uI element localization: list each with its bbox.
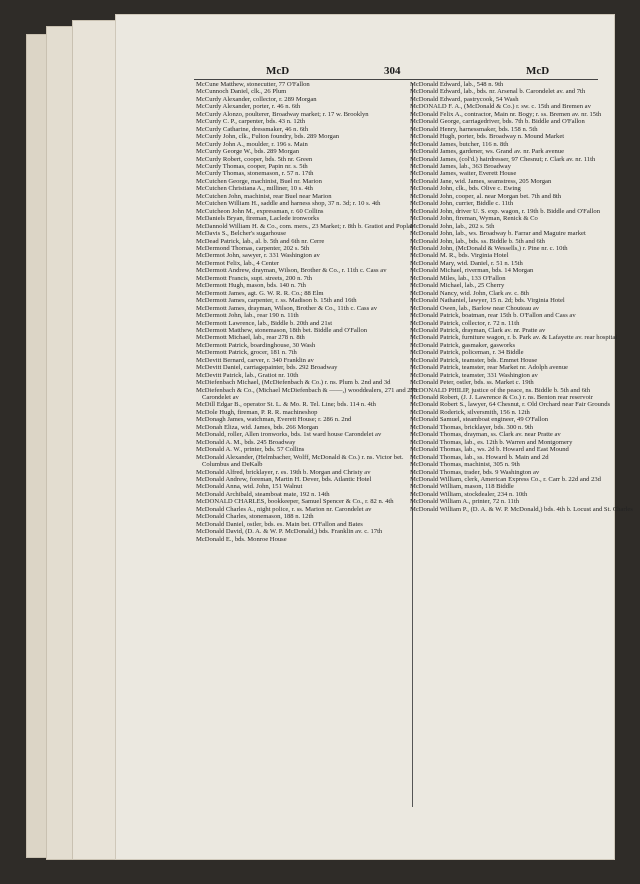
- directory-entry: McCurdy Thomas, cooper, Papin nr. s. 5th: [196, 162, 308, 170]
- directory-entry: McDonald Thomas, machinist, 305 n. 9th: [410, 461, 520, 469]
- directory-entry: McDiefenbach Michael, (McDiefenbach & Co.) r. ns. Plum b. 2nd and 3d: [196, 379, 391, 387]
- directory-entry: McDonald Roderick, silversmith, 156 n. 12th: [410, 408, 530, 416]
- directory-entry: McCurdy John, clk., Fulton foundry, bds. 289 Morgan: [196, 133, 340, 141]
- directory-entry: McCurdy Thomas, stonemason, r. 57 n. 17th: [196, 170, 314, 178]
- directory-entry: McDonald A. M., bds. 245 Broadway: [196, 438, 296, 446]
- directory-entry: McCurdy Alonzo, poulterer, Broadway market; r. 17 w. Brooklyn: [196, 110, 369, 118]
- directory-entry: McDill Edgar B., operator St. L. & Mo. R. Tel. Line; bds. 114 n. 4th: [196, 401, 376, 409]
- directory-entry: McDonald Michael, riverman, bds. 14 Morgan: [410, 267, 534, 275]
- directory-entry: McDonald John, (McDonald & Wessells,) r. Pine nr. c. 10th: [410, 244, 568, 252]
- directory-entry: McCutcheon John M., expressman, r. 60 Collins: [196, 207, 324, 215]
- directory-entry: McDermond Thomas, carpenter, 202 s. 5th: [196, 244, 310, 252]
- directory-entry: McDonald Thomas, lab., es. 12th b. Warren and Montgomery: [410, 438, 573, 446]
- directory-entry: McCurdy Alexander, collector, r. 289 Morgan: [196, 95, 317, 103]
- directory-entry: McDonald David, (D. A. & W. P. McDonald,) bds. Franklin av. c. 17th: [196, 528, 383, 536]
- directory-entry: McDonald William P., (D. A. & W. P. McDonald,) bds. 4th b. Locust and St. Charles: [410, 505, 633, 513]
- directory-entry: McCurdy C. P., carpenter, bds. 43 n. 12th: [196, 118, 306, 126]
- directory-entry: McDonald M. R., bds. Virginia Hotel: [410, 252, 509, 260]
- directory-entry: McCurdy George W., bds. 289 Morgan: [196, 148, 300, 156]
- directory-entry: McDonald Edward, lab., 548 n. 9th: [410, 81, 504, 88]
- directory-entry: McDonald Robert S., lawyer, 64 Chesnut, r. Old Orchard near Fair Grounds: [410, 401, 611, 409]
- right-column: [410, 81, 640, 823]
- directory-entry: McDonah Eliza, wid. James, bds. 266 Morgan: [196, 423, 319, 431]
- directory-entry: McDonald Thomas, drayman, ss. Clark av. near Pratte av: [410, 431, 561, 439]
- directory-entry: McDonald Felix A., contractor, Main nr. Bogy; r. ss. Bremen av. nr. 15th: [410, 110, 602, 118]
- directory-entry: McDonald Patrick, teamster, bds. Emmet House: [410, 356, 538, 364]
- directory-entry: McDonald Daniel, ostler, bds. es. Main bet. O'Fallon and Bates: [196, 520, 363, 528]
- directory-page: [115, 14, 633, 860]
- directory-entry: McDonald Henry, harnessmaker, bds. 158 n. 5th: [410, 125, 538, 133]
- directory-entry: McDonald Patrick, teamster, rear Market nr. Adolph avenue: [410, 364, 568, 372]
- directory-entry: McDevitt Bernard, carver, r. 340 Franklin av: [196, 356, 314, 364]
- directory-entry: McDonald Patrick, drayman, Clark av. nr. Pratte av: [410, 326, 546, 334]
- directory-entry: McDermot Felix, lab., 4 Center: [196, 259, 279, 267]
- directory-entry: McDermott Francis, supt. streets, 200 n. 7th: [196, 274, 313, 282]
- directory-entry: McDonald Nathaniel, lawyer, 15 n. 2d; bds. Virginia Hotel: [410, 297, 565, 305]
- directory-entry: McDonald Patrick, gasmaker, gasworks: [410, 341, 516, 349]
- directory-entry: McDonald William, clerk, American Express Co., r. Carr b. 22d and 23d: [410, 476, 601, 484]
- directory-entry: McDermott James, agt. G. W. R. R. Co.; 88 Elm: [196, 289, 324, 297]
- directory-entry: McDonald Patrick, teamster, 331 Washington av: [410, 371, 538, 379]
- directory-entry: McDonald James, butcher, 116 n. 8th: [410, 140, 509, 148]
- directory-entry: McDonald A. W., printer, bds. 57 Collins: [196, 446, 305, 454]
- directory-entry: McDonald Mary, wid. Daniel, r. 51 n. 15th: [410, 259, 523, 267]
- directory-entry: McDermott Lawrence, lab., Biddle b. 20th and 21st: [196, 319, 333, 327]
- directory-entry: McDONALD CHARLES, bookkeeper, Samuel Spencer & Co., r. 82 n. 4th: [196, 498, 394, 506]
- header-left-running-head: McD: [266, 65, 290, 77]
- directory-entry: McCunnoch Daniel, clk., 26 Plum: [196, 88, 287, 96]
- directory-entry: McDonald Edward, lab., bds. nr. Arsenal b. Carondelet av. and 7th: [410, 88, 586, 96]
- directory-entry: McCurdy Alexander, porter, r. 46 n. 6th: [196, 103, 301, 111]
- directory-entry: McDonald John, driver U. S. exp. wagon, r. 19th b. Biddle and O'Fallon: [410, 207, 601, 215]
- directory-entry: McDonald James, (col'd.) hairdresser, 97 Chesnut; r. Clark av. nr. 11th: [410, 155, 596, 163]
- directory-entry: McDannold William H. & Co., com. mers., 23 Market; r. 8th b. Gratiot and Poplar: [196, 222, 414, 230]
- directory-entry: McCutchen George, machinist, Buel nr. Marion: [196, 177, 322, 185]
- directory-entry: McCurdy John A., moulder, r. 196 s. Main: [196, 140, 308, 148]
- directory-entry: McDonald William, stockdealer, 234 n. 10th: [410, 490, 528, 498]
- directory-entry: McCurdy Robert, cooper, bds. 5th nr. Green: [196, 155, 313, 163]
- directory-entry: McDonald Michael, lab., 25 Cherry: [410, 282, 505, 290]
- directory-entry: McDead Patrick, lab., al. b. 5th and 6th nr. Cerre: [196, 237, 325, 245]
- directory-entry: McDermott Michael, lab., rear 278 n. 8th: [196, 334, 305, 342]
- directory-entry: McCutchen William H., saddle and harness shop, 37 n. 3d; r. 10 s. 4th: [196, 200, 381, 208]
- directory-entry: McDermott James, carpenter, r. ss. Madison b. 15th and 16th: [196, 297, 357, 305]
- directory-entry: McDonald Samuel, steamboat engineer, 49 O'Fallon: [410, 416, 549, 424]
- directory-entry: McDonagh James, watchman, Everett House; r. 286 n. 2nd: [196, 416, 352, 424]
- directory-entry: McDole Hugh, fireman, P. R. R. machineshop: [196, 408, 318, 416]
- directory-entry: McDonald James, lab., 363 Broadway: [410, 162, 511, 170]
- directory-entry: McDermott John, lab., rear 190 n. 11th: [196, 312, 299, 320]
- directory-entry: McDonald Thomas, lab., ws. 2d b. Howard and East Mound: [410, 446, 569, 454]
- directory-entry: McDonald John, currier, Biddle c. 11th: [410, 200, 514, 208]
- directory-entry: McDonald Charles, stonemason, 188 n. 12th: [196, 513, 314, 521]
- directory-entry: McDavis S., Belcher's sugarhouse: [196, 230, 287, 238]
- directory-entry: McDonald James, waiter, Everett House: [410, 170, 517, 178]
- directory-entry: McDonald Patrick, policeman, r. 34 Biddle: [410, 349, 524, 357]
- directory-entry: McDonald Patrick, furniture wagon, r. b. Park av. & Lafayette av. rear hospital: [410, 334, 618, 342]
- directory-entry: McDONALD PHILIP, justice of the peace, ns. Biddle b. 5th and 6th: [410, 386, 591, 394]
- directory-entry: McDonald John, cooper, al. near Morgan bet. 7th and 8th: [410, 192, 562, 200]
- header-right-running-head: McD: [526, 65, 550, 77]
- directory-entry: McDonald Owen, lab., Barlow near Chouteau av: [410, 304, 540, 312]
- directory-entry: McDaniels Bryan, fireman, Laclede ironworks: [196, 215, 320, 223]
- directory-entry: McDonald Archibald, steamboat mate, 192 n. 14th: [196, 490, 330, 498]
- directory-entry: McDermot John, sawyer, r. 331 Washington av: [196, 252, 320, 260]
- directory-entry: McDonald John, lab., ws. Broadway b. Farrar and Maguire market: [410, 230, 586, 238]
- directory-entry: McDonald John, fireman, Wyman, Renick & Co: [410, 215, 538, 223]
- directory-entry: McDonald Nancy, wid. John, Clark av. c. 8th: [410, 289, 529, 297]
- directory-entry: McDonald George, carriagedriver, bds. 7th b. Biddle and O'Fallon: [410, 118, 585, 126]
- directory-entry: McDermott Hugh, mason, bds. 140 n. 7th: [196, 282, 306, 290]
- directory-entry: McDonald Patrick, boatman, rear 15th b. O'Fallon and Cass av: [410, 312, 576, 320]
- directory-entry: McDermott Patrick, grocer, 181 n. 7th: [196, 349, 297, 357]
- directory-entry: McDevitt Daniel, carriagepainter, bds. 292 Broadway: [196, 364, 338, 372]
- directory-entry: McDonald Alexander, (Helmbacher, Wolff, McDonald & Co.) r. ns. Victor bet. Columbus and DeKalb: [196, 453, 404, 469]
- directory-entry: McDonald Thomas, lab., ss. Howard b. Main and 2d: [410, 453, 549, 461]
- directory-entry: McCutchen John, machinist, rear Buel near Marion: [196, 192, 332, 200]
- directory-entry: McDonald John, lab., 202 s. 5th: [410, 222, 495, 230]
- directory-entry: McDonald William, mason, 118 Biddle: [410, 483, 514, 491]
- directory-entry: McDonald Thomas, trader, bds. 9 Washington av: [410, 468, 540, 476]
- directory-entry: McDonald John, lab., bds. ss. Biddle b. 5th and 6th: [410, 237, 545, 245]
- directory-entry: McDonald Miles, lab., 133 O'Fallon: [410, 274, 506, 282]
- directory-entry: McDonald Andrew, foreman, Martin H. Dever, bds. Atlantic Hotel: [196, 476, 372, 484]
- directory-entry: McDermott Andrew, drayman, Wilson, Brother & Co., r. 11th c. Cass av: [196, 267, 387, 275]
- directory-entry: McDONALD F. A., (McDonald & Co.) r. sw. c. 15th and Bremen av: [410, 103, 591, 111]
- directory-entry: McCune Matthew, stonecutter, 77 O'Fallon: [196, 81, 310, 88]
- directory-entry: McDonald John, clk., bds. Olive c. Ewing: [410, 185, 521, 193]
- directory-entry: McDonald Edward, pastrycook, 54 Wash: [410, 95, 519, 103]
- directory-entry: McDonald Anna, wid. John, 151 Walnut: [196, 483, 303, 491]
- directory-entry: McDonald Hugh, porter, bds. Broadway n. Mound Market: [410, 133, 565, 141]
- directory-entry: McDiefenbach & Co., (Michael McDiefenbach & ——,) wooddealers, 271 and 273 Carondelet av: [196, 386, 418, 402]
- directory-entry: McDermott James, drayman, Wilson, Brother & Co., 11th c. Cass av: [196, 304, 378, 312]
- page-header: [194, 63, 598, 80]
- directory-entry: McDonald Thomas, bricklayer, bds. 300 n. 9th: [410, 423, 534, 431]
- directory-entry: McDevitt Patrick, lab., Gratiot nr. 10th: [196, 371, 299, 379]
- page-number: 304: [384, 65, 401, 77]
- directory-entry: McCurdy Catharine, dressmaker, 46 n. 6th: [196, 125, 309, 133]
- directory-entry: McDermott Patrick, boardinghouse, 30 Wash: [196, 341, 316, 349]
- directory-entry: McDonald Robert, (J. J. Lawrence & Co.) r. ns. Benton rear reservoir: [410, 394, 593, 402]
- directory-entry: McDonald James, gardener, ws. Grand av. nr. Park avenue: [410, 148, 565, 156]
- directory-entry: McDonald E., bds. Monroe House: [196, 535, 287, 543]
- left-column: [196, 81, 432, 823]
- directory-entry: McDonald Jane, wid. James, seamstress, 205 Morgan: [410, 177, 552, 185]
- directory-entry: McDonald Peter, ostler, bds. ss. Market c. 19th: [410, 379, 534, 387]
- directory-entry: McDonald Charles A., night police, r. ss. Marion nr. Carondelet av: [196, 505, 372, 513]
- directory-entry: McDonald Patrick, collector, r. 72 n. 11th: [410, 319, 520, 327]
- directory-entry: McDermott Matthew, stonemason, 18th bet. Biddle and O'Fallon: [196, 326, 368, 334]
- directory-entry: McDonald William A., printer, 72 n. 11th: [410, 498, 519, 506]
- directory-entry: McDonald, roller, Allen ironworks, bds. 1st ward house Carondelet av: [196, 431, 382, 439]
- directory-entry: McDonald Alfred, bricklayer, r. es. 19th b. Morgan and Christy av: [196, 468, 371, 476]
- directory-entry: McCutchen Christiana A., milliner, 10 s. 4th: [196, 185, 313, 193]
